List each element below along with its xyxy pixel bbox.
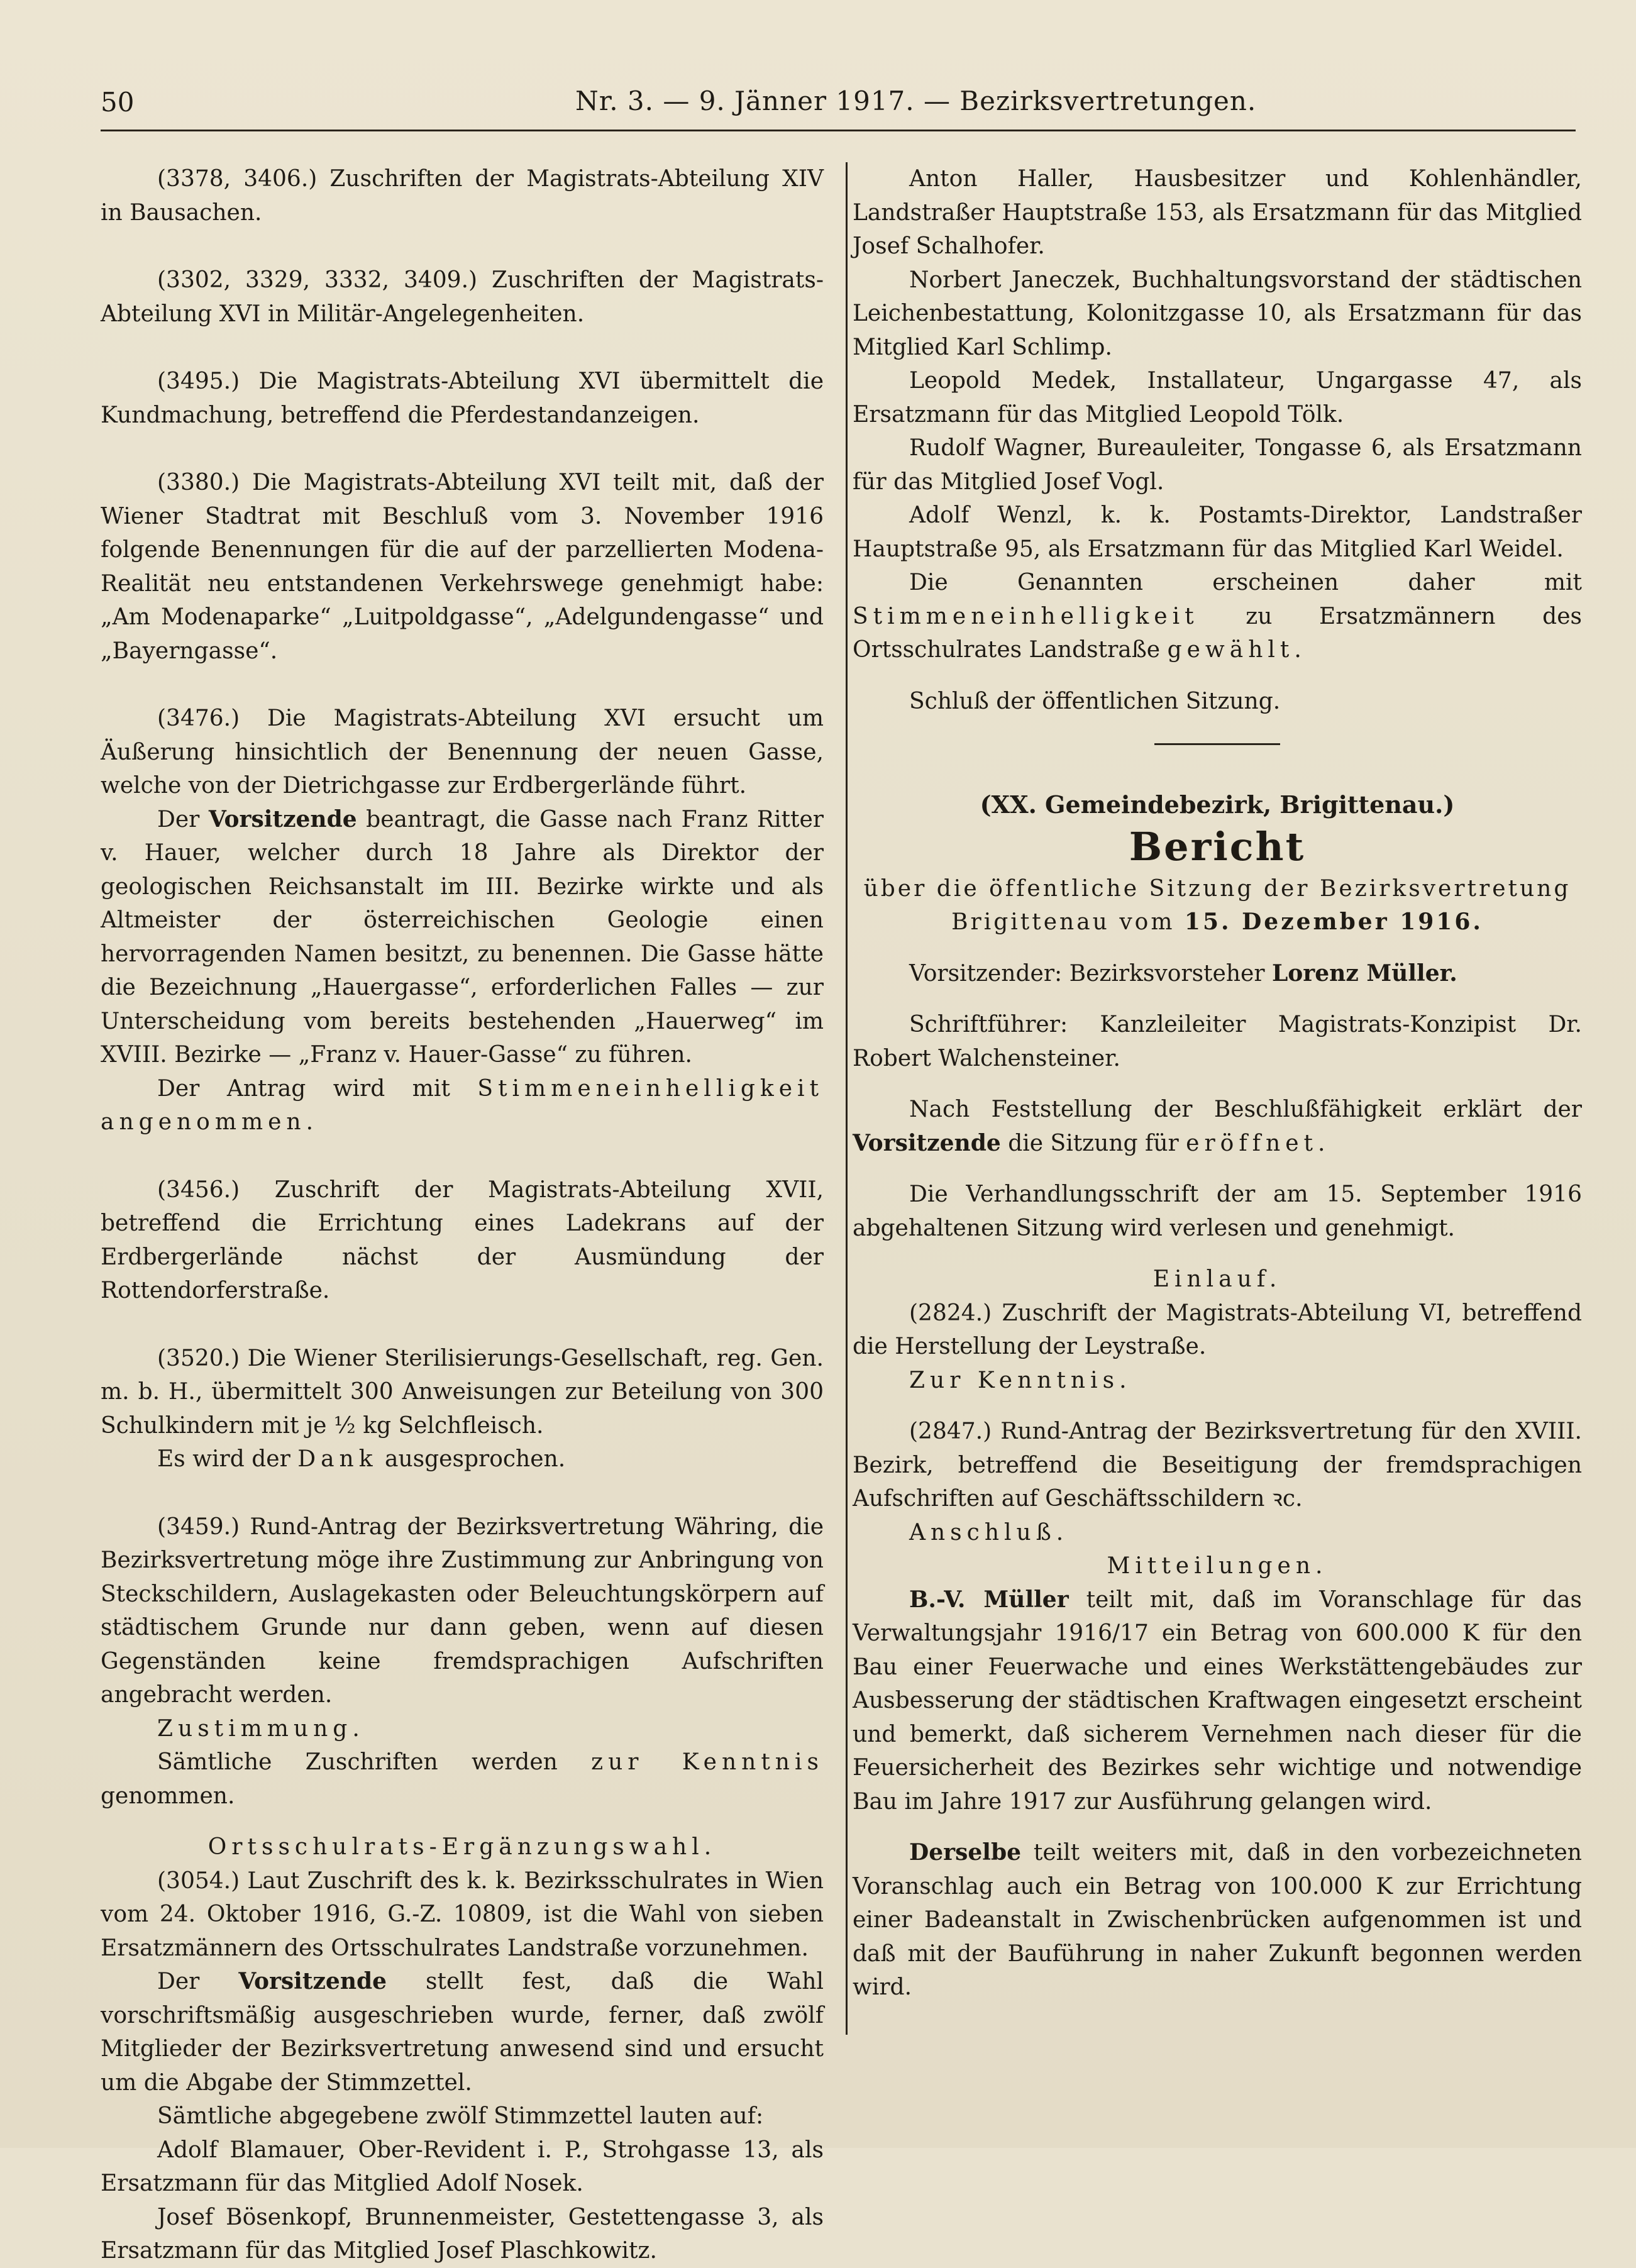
left-column	[101, 162, 824, 2268]
paragraph-minutes: Die Verhandlungsschrift der am 15. September 1916 abgehaltenen Sitzung wird verlesen und genehmigt.	[853, 1181, 1582, 1241]
paragraph-chair-proposal: Der Vorsitzende beantragt, die Gasse nach Franz Ritter v. Hauer, welcher durch 18 Jahre als Direktor der geologischen Reichsanstalt im III. Bezirke wirkte und als Altmeister der österreichischen Geologie einen hervorragenden Namen besitzt, zu benennen. Die Gasse hätte die Bezeichnung „Hauergasse“, erforderlichen Falles — zur Unterscheidung vom bereits bestehenden „Hauerweg“ im XVIII. Bezirke — „Franz v. Hauer-Gasse“ zu führen.	[101, 805, 824, 1068]
paragraph-noted-2: Zur Kenntnis.	[909, 1367, 1132, 1393]
paragraph-3054: (3054.) Laut Zuschrift des k. k. Bezirksschulrates in Wien vom 24. Oktober 1916, G.-Z. 10809, ist die Wahl von sieben Ersatzmännern des Ortsschulrates Landstraße vorzunehmen.	[101, 1867, 824, 1961]
paragraph-3495: (3495.) Die Magistrats-Abteilung XVI übermittelt die Kundmachung, betreffend die Pferdestandanzeigen.	[101, 368, 824, 428]
paragraph-wagner: Rudolf Wagner, Bureauleiter, Tongasse 6, als Ersatzmann für das Mitglied Josef Vogl.	[853, 435, 1582, 495]
paragraph-3378: (3378, 3406.) Zuschriften der Magistrats-Abteilung XIV in Bausachen.	[101, 166, 824, 226]
right-column	[853, 162, 1582, 2005]
paragraph-3459: (3459.) Rund-Antrag der Bezirksvertretung Währing, die Bezirksvertretung möge ihre Zustimmung zur Anbringung von Steckschildern, Auslagekasten oder Beleuchtungskörpern auf städtischem Grunde nur dann geben, wenn auf diesen Gegenständen keine fremdsprachigen Aufschriften angebracht werden.	[101, 1513, 824, 1708]
paragraph-noted: Sämtliche Zuschriften werden zur Kenntnis genommen.	[101, 1749, 824, 1809]
paragraph-session-closed: Schluß der öffentlichen Sitzung.	[909, 688, 1281, 714]
paragraph-wenzl: Adolf Wenzl, k. k. Postamts-Direktor, Landstraßer Hauptstraße 95, als Ersatzmann für das Mitglied Karl Weidel.	[853, 502, 1582, 562]
paragraph-elected: Die Genannten erscheinen daher mit Stimmeneinhelligkeit zu Ersatzmännern des Ortsschulrates Landstraße gewählt.	[853, 570, 1582, 663]
paragraph-join: Anschluß.	[909, 1519, 1069, 1546]
paragraph-3456: (3456.) Zuschrift der Magistrats-Abteilung XVII, betreffend die Errichtung eines Ladekrans auf der Erdbergerlände nächst der Ausmündung der Rottendorferstraße.	[101, 1176, 824, 1303]
report-title: Bericht	[1129, 823, 1306, 870]
paragraph-3380: (3380.) Die Magistrats-Abteilung XVI teilt mit, daß der Wiener Stadtrat mit Beschluß vom 3. November 1916 folgende Benennungen für die auf der parzellierten Modena-Realität neu entstandenen Verkehrswege genehmigt habe: „Am Modenaparke“ „Luitpoldgasse“, „Adelgundengasse“ und „Bayerngasse“.	[101, 470, 824, 664]
paragraph-motion-accepted: Der Antrag wird mit Stimmeneinhelligkeit angenommen.	[101, 1075, 824, 1135]
paragraph-mueller-fire-station: B.-V. Müller teilt mit, daß im Voranschlage für das Verwaltungsjahr 1916/17 ein Betrag von 600.000 K für den Bau einer Feuerwache und eines Werkstättengebäudes zur Ausbesserung der städtischen Kraftwagen eingesetzt erscheint und bemerkt, daß sicherem Vernehmen nach dieser für die Feuersicherheit des Bezirkes sehr wichtige und notwendige Bau im Jahre 1917 zur Ausführung gelangen wird.	[853, 1586, 1582, 1815]
paragraph-bath-facility: Derselbe teilt weiters mit, daß in den vorbezeichneten Voranschlag auch ein Betrag von 100.000 K zur Errichtung einer Badeanstalt in Zwischenbrücken aufgenommen ist und daß mit der Bauführung in naher Zukunft begonnen werden wird.	[853, 1839, 1582, 2000]
paragraph-session-opened: Nach Feststellung der Beschlußfähigkeit erklärt der Vorsitzende die Sitzung für eröffnet.	[853, 1097, 1582, 1156]
paragraph-3476: (3476.) Die Magistrats-Abteilung XVI ersucht um Äußerung hinsichtlich der Benennung der neuen Gasse, welche von der Dietrichgasse zur Erdbergerlände führt.	[101, 705, 824, 799]
district-heading: (XX. Gemeindebezirk, Brigittenau.)	[980, 790, 1455, 819]
report-subtitle-2: Brigittenau vom 15. Dezember 1916.	[951, 909, 1483, 935]
paragraph-2824: (2824.) Zuschrift der Magistrats-Abteilung VI, betreffend die Herstellung der Leystraße.	[853, 1300, 1582, 1359]
paragraph-3302: (3302, 3329, 3332, 3409.) Zuschriften der Magistrats-Abteilung XVI in Militär-Angelegenheiten.	[101, 267, 824, 327]
paragraph-janeczek: Norbert Janeczek, Buchhaltungsvorstand der städtischen Leichenbestattung, Kolonitzgasse 10, als Ersatzmann für das Mitglied Karl Schlimp.	[853, 267, 1582, 360]
column-separator	[846, 162, 848, 2035]
paragraph-medek: Leopold Medek, Installateur, Ungargasse 47, als Ersatzmann für das Mitglied Leopold Tölk.	[853, 368, 1582, 428]
heading-announcements: Mitteilungen.	[1107, 1553, 1328, 1579]
paragraph-haller: Anton Haller, Hausbesitzer und Kohlenhändler, Landstraßer Hauptstraße 153, als Ersatzmann für das Mitglied Josef Schalhofer.	[853, 166, 1582, 259]
heading-incoming: Einlauf.	[1152, 1266, 1282, 1292]
header-rule	[101, 130, 1576, 131]
running-title: Nr. 3. — 9. Jänner 1917. — Bezirksvertretungen.	[575, 86, 1257, 116]
paragraph-3520: (3520.) Die Wiener Sterilisierungs-Gesellschaft, reg. Gen. m. b. H., übermittelt 300 Anweisungen zur Beteilung von 300 Schulkindern mit je ½ kg Selchfleisch.	[101, 1345, 824, 1439]
paragraph-boesenkopf: Josef Bösenkopf, Brunnenmeister, Gestettengasse 3, als Ersatzmann für das Mitglied Josef Plaschkowitz.	[101, 2204, 824, 2264]
report-subtitle-1: über die öffentliche Sitzung der Bezirksvertretung	[863, 875, 1571, 902]
paragraph-thanks: Es wird der Dank ausgesprochen.	[157, 1446, 566, 1472]
heading-school-election: Ortsschulrats-Ergänzungswahl.	[207, 1834, 717, 1860]
paragraph-blamauer: Adolf Blamauer, Ober-Revident i. P., Strohgasse 13, als Ersatzmann für das Mitglied Adolf Nosek.	[101, 2137, 824, 2196]
chairman-line: Vorsitzender: Bezirksvorsteher Lorenz Müller.	[909, 960, 1457, 987]
secretary-line: Schriftführer: Kanzleileiter Magistrats-Konzipist Dr. Robert Walchensteiner.	[853, 1012, 1582, 1071]
paragraph-consent: Zustimmung.	[157, 1715, 365, 1742]
paragraph-chair-states: Der Vorsitzende stellt fest, daß die Wahl vorschriftsmäßig ausgeschrieben wurde, ferner, daß zwölf Mitglieder der Bezirksvertretung anwesend sind und ersucht um die Abgabe der Stimmzettel.	[101, 1968, 824, 2096]
paragraph-2847: (2847.) Rund-Antrag der Bezirksvertretung für den XVIII. Bezirk, betreffend die Beseitigung der fremdsprachigen Aufschriften auf Geschäftsschildern ꝛc.	[853, 1419, 1582, 1512]
page-number: 50	[101, 87, 135, 118]
paragraph-ballots: Sämtliche abgegebene zwölf Stimmzettel lauten auf:	[157, 2103, 764, 2129]
section-divider	[1154, 743, 1280, 745]
